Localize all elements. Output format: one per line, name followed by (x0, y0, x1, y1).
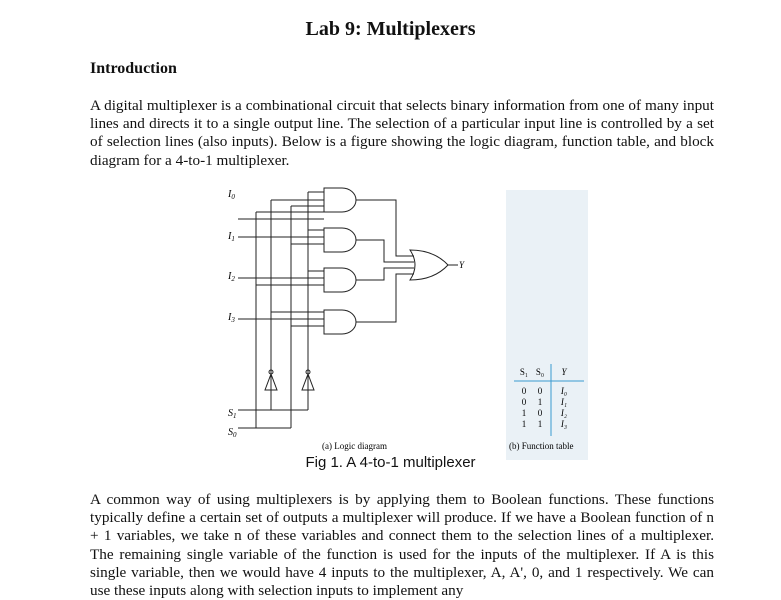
table-cell: 1 (537, 419, 543, 429)
table-cell: 0 (537, 408, 543, 418)
table-header-s1: S₁ (519, 367, 529, 377)
function-table-background (506, 190, 588, 460)
figure-caption: Fig 1. A 4-to-1 multiplexer (305, 454, 476, 471)
select-label-s0: $S_0$ (228, 427, 237, 439)
intro-paragraph: A digital multiplexer is a combinational circuit that selects binary information from one of many input lines and directs it to a single output line. The selection of a particular input line is controlled by a set of selection lines (also inputs). Below is a figure showing the logic diagram, function table, and block diagram for a 4-to-1 multiplexer. (90, 97, 714, 169)
mux-figure (196, 182, 596, 472)
table-cell: 0 (521, 386, 527, 396)
input-label-i1: $I_1$ (228, 231, 235, 243)
table-cell: 1 (537, 397, 543, 407)
circuit-wiring (238, 188, 458, 428)
table-header-y: Y (561, 367, 567, 377)
table-cell: 0 (521, 397, 527, 407)
function-table-caption: (b) Function table (509, 441, 574, 451)
table-cell: I₁ (560, 397, 568, 407)
table-cell: 1 (521, 408, 527, 418)
input-label-i3: $I_3$ (228, 312, 235, 324)
output-label-y: Y (459, 260, 465, 270)
table-cell: 1 (521, 419, 527, 429)
boolean-paragraph: A common way of using multiplexers is by applying them to Boolean functions. These functions typically define a certain set of outputs a multiplexer will produce. If we have a Boolean function of n + 1 variables, we take n of these variables and connect them to the selection lines of a multiplexer. The remaining single variable of the function is used for the inputs of the multiplexer. If A is this single variable, then we would have 4 inputs to the multiplexer, A, A', 0, and 1 respectively. We can use these inputs along with selection inputs to implement any (90, 491, 714, 600)
table-cell: 0 (537, 386, 543, 396)
select-label-s1: $S_1$ (228, 408, 237, 420)
logic-diagram-svg (196, 182, 596, 472)
input-label-i2: $I_2$ (228, 271, 235, 283)
table-cell: I₃ (560, 419, 568, 429)
section-heading: Introduction (90, 60, 177, 77)
logic-diagram-caption: (a) Logic diagram (322, 441, 387, 451)
table-header-s0: S₀ (535, 367, 545, 377)
table-cell: I₂ (560, 408, 568, 418)
page-title: Lab 9: Multiplexers (305, 18, 476, 40)
table-cell: I₀ (560, 386, 568, 396)
input-label-i0: $I_0$ (228, 189, 235, 201)
